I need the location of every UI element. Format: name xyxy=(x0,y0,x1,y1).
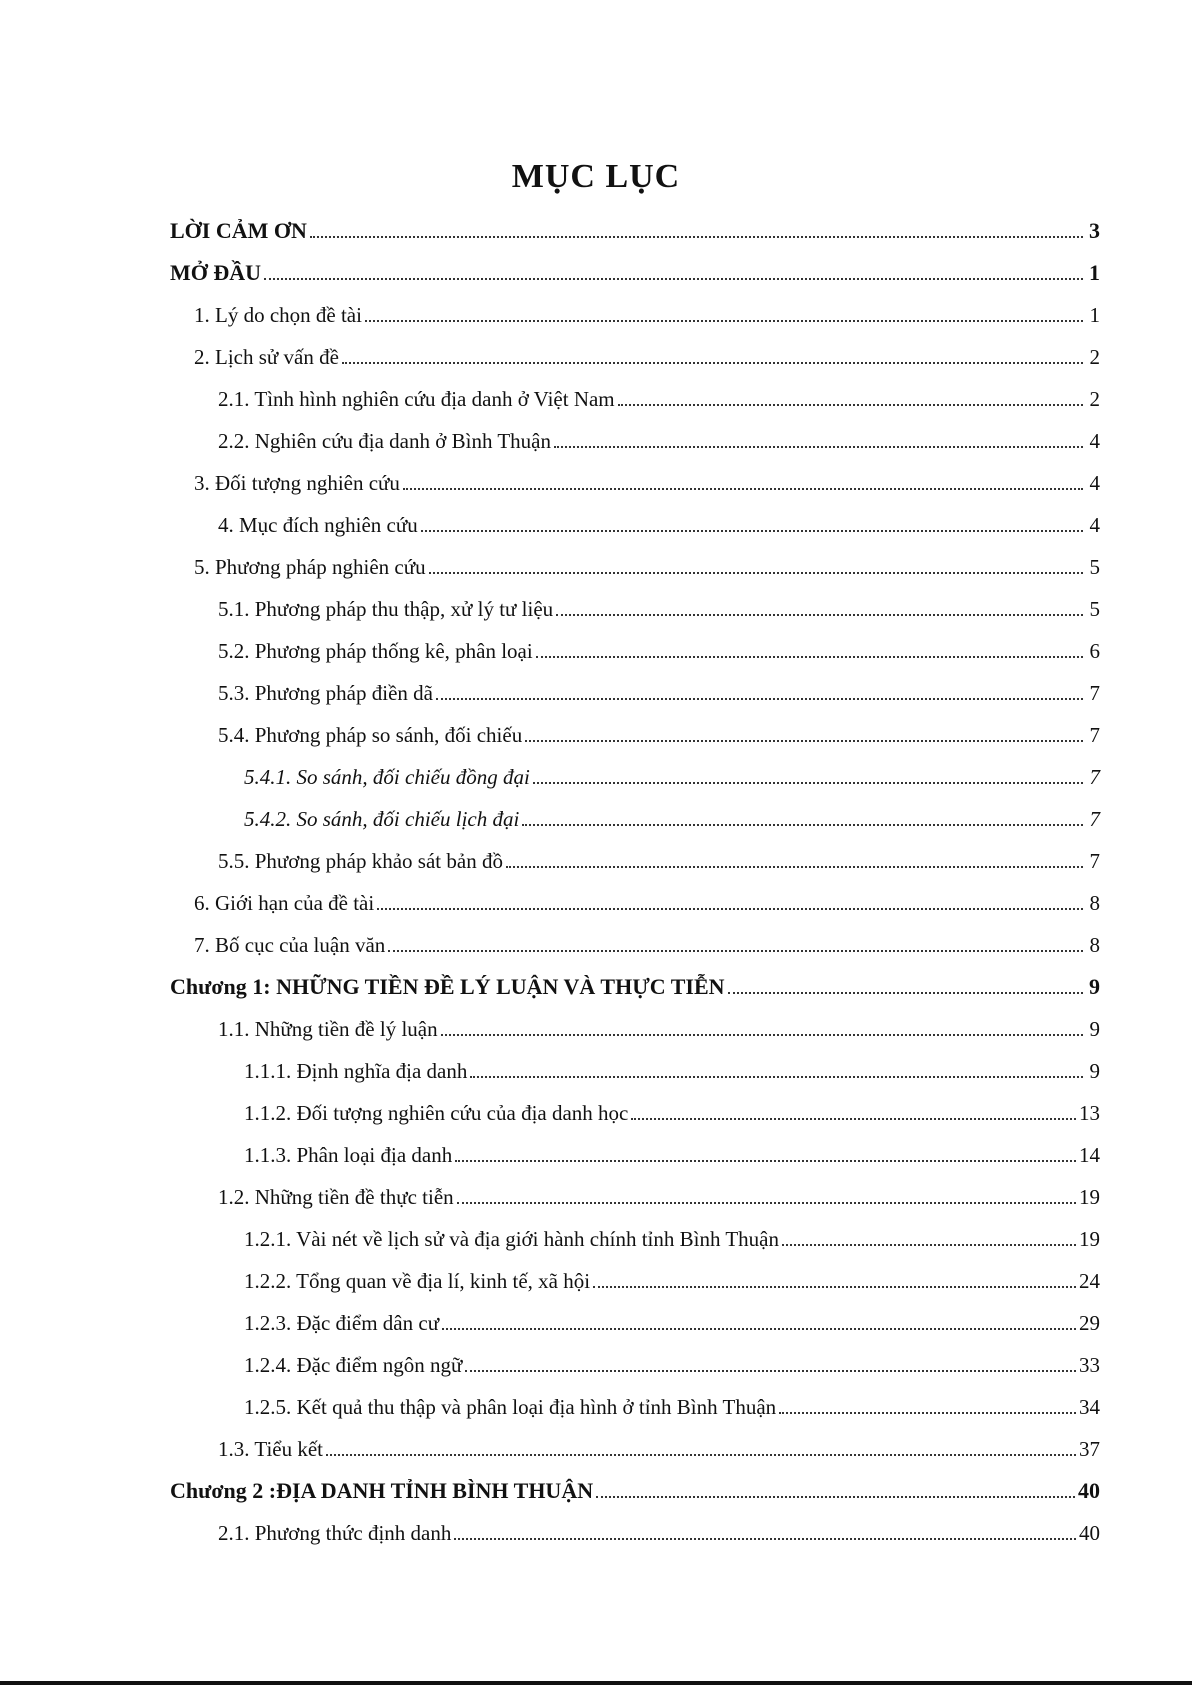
toc-entry-page-number: 8 xyxy=(1089,933,1100,957)
dot-leader xyxy=(429,572,1083,574)
toc-entry xyxy=(170,286,1100,328)
dot-leader xyxy=(465,1370,1076,1372)
toc-entry-page-number: 7 xyxy=(1089,681,1100,705)
toc-entry-title: 1. Lý do chọn đề tài xyxy=(194,303,362,327)
toc-entry xyxy=(170,748,1100,790)
dot-leader xyxy=(470,1076,1083,1078)
toc-entry xyxy=(170,1420,1100,1462)
toc-entry-page-number: 33 xyxy=(1079,1353,1100,1377)
dot-leader xyxy=(436,698,1083,700)
toc-entry xyxy=(170,538,1100,580)
dot-leader xyxy=(310,236,1083,238)
toc-entry-page-number: 4 xyxy=(1089,429,1100,453)
toc-entry-title: Chương 2 :ĐỊA DANH TỈNH BÌNH THUẬN xyxy=(170,1478,594,1503)
toc-entry-page-number: 1 xyxy=(1089,303,1100,327)
dot-leader xyxy=(421,530,1083,532)
toc-entry-page-number: 5 xyxy=(1089,597,1100,621)
toc-entry-title: 1.1.3. Phân loại địa danh xyxy=(244,1143,453,1167)
toc-entry-page-number: 9 xyxy=(1089,1059,1100,1083)
toc-entry xyxy=(170,454,1100,496)
toc-entry-title: 2.1. Phương thức định danh xyxy=(218,1521,452,1545)
toc-entry xyxy=(170,832,1100,874)
toc-entry-page-number: 19 xyxy=(1079,1227,1100,1251)
dot-leader xyxy=(377,908,1083,910)
dot-leader xyxy=(506,866,1083,868)
toc-entry xyxy=(170,412,1100,454)
toc-entry xyxy=(170,580,1100,622)
toc-entry xyxy=(170,664,1100,706)
toc-entry-page-number: 2 xyxy=(1089,345,1100,369)
dot-leader xyxy=(403,488,1083,490)
toc-entry-title: 5.1. Phương pháp thu thập, xử lý tư liệu xyxy=(218,597,554,621)
toc-entry-page-number: 6 xyxy=(1089,639,1100,663)
toc-entry-title: 5.4.1. So sánh, đối chiếu đồng đại xyxy=(244,765,530,789)
dot-leader xyxy=(728,992,1083,994)
toc-entry-title: LỜI CẢM ƠN xyxy=(170,218,307,243)
toc-entry-page-number: 9 xyxy=(1089,974,1100,999)
dot-leader xyxy=(388,950,1083,952)
toc-entry-title: 1.2.5. Kết quả thu thập và phân loại địa hình ở tỉnh Bình Thuận xyxy=(244,1395,777,1419)
dot-leader xyxy=(442,1328,1076,1330)
toc-entry xyxy=(170,958,1100,1000)
dot-leader xyxy=(522,824,1083,826)
toc-entry-title: 1.3. Tiểu kết xyxy=(218,1437,324,1461)
dot-leader xyxy=(779,1412,1076,1414)
table-of-contents xyxy=(170,202,1100,1546)
dot-leader xyxy=(441,1034,1083,1036)
toc-entry-page-number: 14 xyxy=(1079,1143,1100,1167)
toc-entry xyxy=(170,1000,1100,1042)
dot-leader xyxy=(631,1118,1076,1120)
toc-entry xyxy=(170,790,1100,832)
toc-entry-title: 1.2.4. Đặc điểm ngôn ngữ xyxy=(244,1353,463,1377)
toc-entry-title: 2.1. Tình hình nghiên cứu địa danh ở Việt Nam xyxy=(218,387,615,411)
toc-entry xyxy=(170,1462,1100,1504)
toc-entry xyxy=(170,328,1100,370)
toc-entry-page-number: 8 xyxy=(1089,891,1100,915)
dot-leader xyxy=(455,1160,1076,1162)
dot-leader xyxy=(556,614,1083,616)
toc-entry xyxy=(170,916,1100,958)
dot-leader xyxy=(533,782,1083,784)
toc-entry-page-number: 40 xyxy=(1078,1478,1100,1503)
toc-entry-title: 5.4.2. So sánh, đối chiếu lịch đại xyxy=(244,807,520,831)
toc-entry-title: 5.4. Phương pháp so sánh, đối chiếu xyxy=(218,723,523,747)
dot-leader xyxy=(782,1244,1076,1246)
toc-entry-page-number: 24 xyxy=(1079,1269,1100,1293)
toc-entry-title: 1.1.2. Đối tượng nghiên cứu của địa danh học xyxy=(244,1101,629,1125)
toc-entry-title: 2. Lịch sử vấn đề xyxy=(194,345,339,369)
dot-leader xyxy=(596,1496,1075,1498)
toc-entry-page-number: 7 xyxy=(1089,723,1100,747)
toc-entry-page-number: 7 xyxy=(1089,849,1100,873)
toc-entry xyxy=(170,1126,1100,1168)
toc-entry-title: 1.2. Những tiền đề thực tiễn xyxy=(218,1185,454,1209)
toc-entry xyxy=(170,244,1100,286)
dot-leader xyxy=(593,1286,1076,1288)
dot-leader xyxy=(536,656,1083,658)
dot-leader xyxy=(264,278,1083,280)
toc-entry xyxy=(170,1252,1100,1294)
toc-entry-title: 5.2. Phương pháp thống kê, phân loại xyxy=(218,639,533,663)
toc-entry xyxy=(170,1336,1100,1378)
toc-entry-title: 1.1.1. Định nghĩa địa danh xyxy=(244,1059,468,1083)
toc-entry xyxy=(170,496,1100,538)
dot-leader xyxy=(342,362,1083,364)
toc-entry-page-number: 3 xyxy=(1089,218,1100,243)
toc-entry xyxy=(170,1294,1100,1336)
dot-leader xyxy=(454,1538,1076,1540)
toc-entry-page-number: 19 xyxy=(1079,1185,1100,1209)
page-bottom-edge xyxy=(0,1681,1192,1685)
toc-entry-page-number: 29 xyxy=(1079,1311,1100,1335)
toc-entry-title: 4. Mục đích nghiên cứu xyxy=(218,513,418,537)
toc-entry-title: 5.3. Phương pháp điền dã xyxy=(218,681,433,705)
toc-entry-title: 5. Phương pháp nghiên cứu xyxy=(194,555,426,579)
toc-entry xyxy=(170,874,1100,916)
toc-entry-title: Chương 1: NHỮNG TIỀN ĐỀ LÝ LUẬN VÀ THỰC TIỄN xyxy=(170,974,725,999)
toc-entry xyxy=(170,1084,1100,1126)
toc-entry-page-number: 37 xyxy=(1079,1437,1100,1461)
toc-title: MỤC LỤC xyxy=(511,158,681,195)
toc-entry-title: 2.2. Nghiên cứu địa danh ở Bình Thuận xyxy=(218,429,551,453)
toc-entry xyxy=(170,1168,1100,1210)
toc-entry xyxy=(170,202,1100,244)
toc-entry-title: 6. Giới hạn của đề tài xyxy=(194,891,375,915)
toc-entry-title: MỞ ĐẦU xyxy=(170,260,262,285)
dot-leader xyxy=(457,1202,1076,1204)
toc-entry xyxy=(170,706,1100,748)
toc-entry-page-number: 7 xyxy=(1089,765,1100,789)
toc-entry-title: 1.1. Những tiền đề lý luận xyxy=(218,1017,438,1041)
toc-entry-title: 1.2.1. Vài nét về lịch sử và địa giới hành chính tỉnh Bình Thuận xyxy=(244,1227,779,1251)
toc-entry-page-number: 34 xyxy=(1079,1395,1100,1419)
toc-entry-title: 7. Bố cục của luận văn xyxy=(194,933,386,957)
dot-leader xyxy=(618,404,1083,406)
toc-entry-page-number: 4 xyxy=(1089,513,1100,537)
toc-entry xyxy=(170,1210,1100,1252)
toc-entry-title: 1.2.2. Tổng quan về địa lí, kinh tế, xã hội xyxy=(244,1269,591,1293)
toc-entry-page-number: 7 xyxy=(1089,807,1100,831)
toc-entry-page-number: 4 xyxy=(1089,471,1100,495)
toc-entry xyxy=(170,1378,1100,1420)
toc-entry-title: 1.2.3. Đặc điểm dân cư xyxy=(244,1311,440,1335)
toc-entry-page-number: 13 xyxy=(1079,1101,1100,1125)
toc-entry-page-number: 9 xyxy=(1089,1017,1100,1041)
toc-entry-page-number: 5 xyxy=(1089,555,1100,579)
toc-entry xyxy=(170,622,1100,664)
toc-entry-page-number: 40 xyxy=(1079,1521,1100,1545)
toc-entry xyxy=(170,1042,1100,1084)
toc-entry-title: 3. Đối tượng nghiên cứu xyxy=(194,471,400,495)
dot-leader xyxy=(326,1454,1076,1456)
toc-entry-page-number: 1 xyxy=(1089,260,1100,285)
toc-entry xyxy=(170,370,1100,412)
toc-entry-title: 5.5. Phương pháp khảo sát bản đồ xyxy=(218,849,503,873)
toc-entry xyxy=(170,1504,1100,1546)
dot-leader xyxy=(525,740,1083,742)
dot-leader xyxy=(365,320,1083,322)
toc-entry-page-number: 2 xyxy=(1089,387,1100,411)
dot-leader xyxy=(554,446,1083,448)
